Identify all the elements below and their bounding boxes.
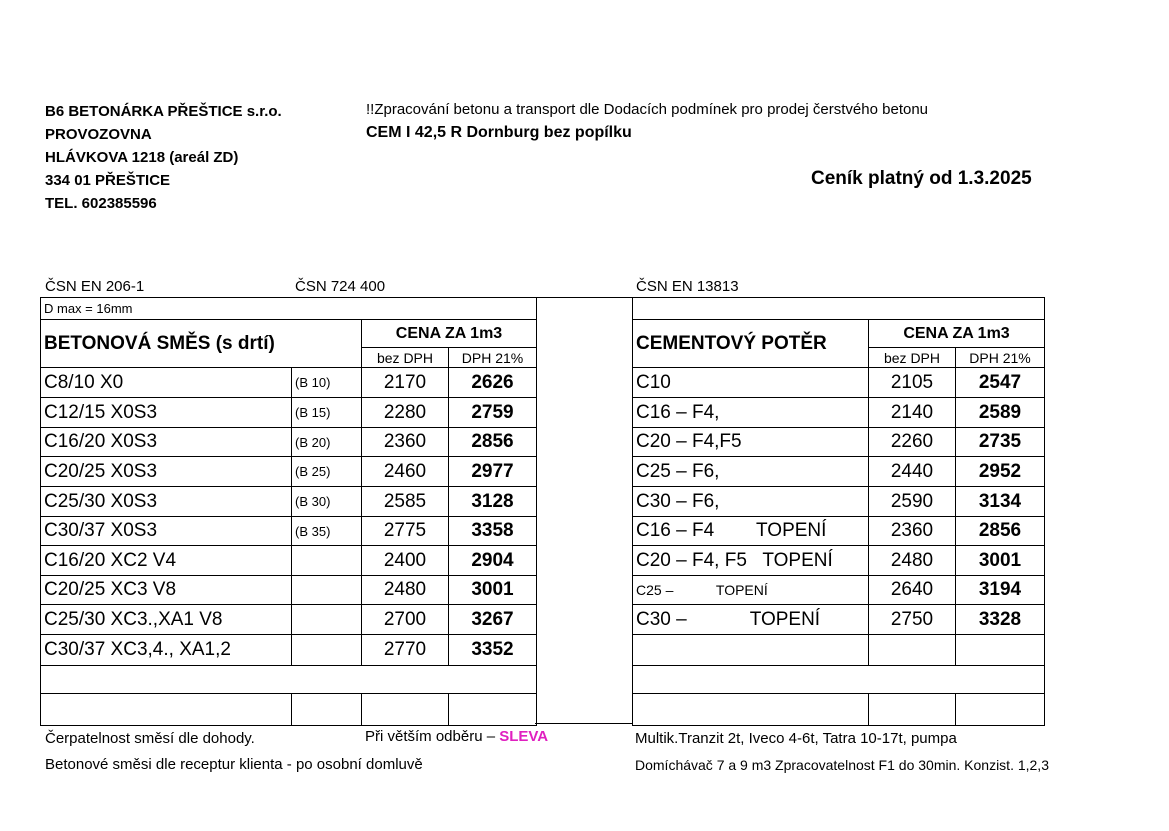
price-with-vat: 3267 (449, 605, 537, 635)
company-phone: TEL. 602385596 (45, 195, 157, 212)
screed-row (633, 487, 1045, 517)
concrete-mix-class: (B 25) (292, 457, 362, 487)
price-without-vat: 2105 (869, 368, 956, 398)
price-with-vat: 3194 (956, 576, 1045, 605)
screed-blank-row (633, 635, 1045, 666)
price-list-validity: Ceník platný od 1.3.2025 (811, 168, 1032, 189)
concrete-mix-class: (B 30) (292, 487, 362, 517)
price-with-vat: 2977 (449, 457, 537, 487)
price-without-vat: 2460 (362, 457, 449, 487)
concrete-row (41, 546, 537, 576)
screed-row (633, 428, 1045, 457)
screed-name: C20 – F4, F5 TOPENÍ (633, 546, 869, 576)
concrete-row (41, 487, 537, 517)
concrete-price-table (40, 297, 537, 726)
discount-word: SLEVA (499, 728, 549, 745)
concrete-mix-name: C30/37 XC3,4., XA1,2 (41, 635, 292, 666)
concrete-mix-name: C25/30 X0S3 (41, 487, 292, 517)
price-without-vat: 2260 (869, 428, 956, 457)
price-with-vat: 3328 (956, 605, 1045, 635)
screed-row (633, 605, 1045, 635)
concrete-mix-name: C30/37 X0S3 (41, 517, 292, 546)
price-without-vat: 2640 (869, 576, 956, 605)
price-with-vat: 3358 (449, 517, 537, 546)
blank-cell (956, 635, 1045, 666)
price-without-vat: 2360 (869, 517, 956, 546)
blank-cell (449, 694, 537, 726)
concrete-mix-class: (B 10) (292, 368, 362, 398)
footer-transport: Multik.Tranzit 2t, Iveco 4-6t, Tatra 10-17t, pumpa (635, 730, 957, 747)
price-with-vat: 3352 (449, 635, 537, 666)
price-without-vat: 2480 (362, 576, 449, 605)
concrete-mix-class (292, 546, 362, 576)
price-without-vat: 2750 (869, 605, 956, 635)
screed-name: C30 – F6, (633, 487, 869, 517)
concrete-mix-name: C16/20 XC2 V4 (41, 546, 292, 576)
footer-recipes: Betonové směsi dle receptur klienta - po osobní domluvě (45, 756, 423, 773)
price-without-vat: 2170 (362, 368, 449, 398)
blank-cell (869, 635, 956, 666)
standard-concrete: ČSN EN 206-1 (45, 278, 145, 295)
price-with-vat: 3001 (956, 546, 1045, 576)
screed-blank-row (633, 694, 1045, 726)
price-without-vat: 2400 (362, 546, 449, 576)
screed-top-blank (633, 298, 1045, 320)
blank-cell (41, 666, 537, 694)
footer-mixer: Domíchávač 7 a 9 m3 Zpracovatelnost F1 do 30min. Konzist. 1,2,3 (635, 757, 1049, 773)
screed-name: C16 – F4, (633, 398, 869, 428)
company-street: HLÁVKOVA 1218 (areál ZD) (45, 149, 239, 166)
screed-row (633, 517, 1045, 546)
price-with-vat: 3001 (449, 576, 537, 605)
screed-name: C25 – F6, (633, 457, 869, 487)
price-with-vat: 3128 (449, 487, 537, 517)
price-without-vat: 2585 (362, 487, 449, 517)
concrete-col-net: bez DPH (362, 348, 449, 368)
price-without-vat: 2770 (362, 635, 449, 666)
concrete-row (41, 398, 537, 428)
blank-cell (41, 694, 292, 726)
center-spacer (535, 297, 633, 724)
concrete-table-title: BETONOVÁ SMĚS (s drtí) (41, 320, 362, 368)
concrete-blank-row (41, 666, 537, 694)
price-with-vat: 2759 (449, 398, 537, 428)
price-without-vat: 2700 (362, 605, 449, 635)
screed-price-table (632, 297, 1045, 726)
blank-cell (362, 694, 449, 726)
screed-col-net: bez DPH (869, 348, 956, 368)
concrete-mix-class (292, 576, 362, 605)
screed-row (633, 368, 1045, 398)
screed-row (633, 398, 1045, 428)
company-name: B6 BETONÁRKA PŘEŠTICE s.r.o. (45, 103, 282, 120)
footer-discount (365, 728, 548, 745)
concrete-row (41, 428, 537, 457)
company-address-block (45, 100, 282, 215)
blank-cell (633, 694, 869, 726)
price-without-vat: 2775 (362, 517, 449, 546)
concrete-mix-name: C16/20 X0S3 (41, 428, 292, 457)
blank-cell (292, 694, 362, 726)
concrete-row (41, 635, 537, 666)
concrete-col-vat: DPH 21% (449, 348, 537, 368)
screed-name: C30 – TOPENÍ (633, 605, 869, 635)
standard-screed: ČSN EN 13813 (636, 278, 739, 295)
concrete-mix-class: (B 20) (292, 428, 362, 457)
discount-prefix: Při větším odběru – (365, 728, 500, 745)
screed-row (633, 457, 1045, 487)
dmax-label: D max = 16mm (41, 298, 537, 320)
price-with-vat: 2626 (449, 368, 537, 398)
concrete-row (41, 576, 537, 605)
price-without-vat: 2280 (362, 398, 449, 428)
cement-type: CEM I 42,5 R Dornburg bez popílku (366, 124, 632, 141)
price-with-vat: 2856 (956, 517, 1045, 546)
blank-cell (633, 666, 1045, 694)
concrete-blank-row (41, 694, 537, 726)
screed-price-header: CENA ZA 1m3 (869, 320, 1045, 348)
footer-pumpability: Čerpatelnost směsí dle dohody. (45, 730, 255, 747)
price-with-vat: 2735 (956, 428, 1045, 457)
standard-secondary: ČSN 724 400 (295, 278, 386, 295)
concrete-mix-class (292, 605, 362, 635)
blank-cell (869, 694, 956, 726)
screed-name: C20 – F4,F5 (633, 428, 869, 457)
concrete-mix-class: (B 15) (292, 398, 362, 428)
screed-name: C10 (633, 368, 869, 398)
screed-blank-row (633, 666, 1045, 694)
company-city: 334 01 PŘEŠTICE (45, 172, 171, 189)
concrete-mix-class (292, 635, 362, 666)
screed-name: C16 – F4 TOPENÍ (633, 517, 869, 546)
screed-row (633, 546, 1045, 576)
price-without-vat: 2440 (869, 457, 956, 487)
price-with-vat: 2856 (449, 428, 537, 457)
concrete-row (41, 457, 537, 487)
concrete-row (41, 517, 537, 546)
screed-row (633, 576, 1045, 605)
screed-table-title: CEMENTOVÝ POTĚR (633, 320, 869, 368)
price-with-vat: 2589 (956, 398, 1045, 428)
price-with-vat: 3134 (956, 487, 1045, 517)
intro-note: !!Zpracování betonu a transport dle Dodacích podmínek pro prodej čerstvého betonu (366, 101, 929, 118)
concrete-mix-name: C8/10 X0 (41, 368, 292, 398)
company-branch: PROVOZOVNA (45, 126, 152, 143)
price-without-vat: 2590 (869, 487, 956, 517)
concrete-mix-name: C20/25 XC3 V8 (41, 576, 292, 605)
price-without-vat: 2360 (362, 428, 449, 457)
concrete-price-header: CENA ZA 1m3 (362, 320, 537, 348)
concrete-row (41, 605, 537, 635)
blank-cell (633, 635, 869, 666)
blank-cell (956, 694, 1045, 726)
price-with-vat: 2904 (449, 546, 537, 576)
concrete-mix-name: C12/15 X0S3 (41, 398, 292, 428)
price-with-vat: 2547 (956, 368, 1045, 398)
screed-name: C25 – TOPENÍ (633, 576, 869, 605)
price-without-vat: 2480 (869, 546, 956, 576)
concrete-mix-name: C20/25 X0S3 (41, 457, 292, 487)
price-without-vat: 2140 (869, 398, 956, 428)
concrete-mix-class: (B 35) (292, 517, 362, 546)
price-with-vat: 2952 (956, 457, 1045, 487)
concrete-row (41, 368, 537, 398)
concrete-mix-name: C25/30 XC3.,XA1 V8 (41, 605, 292, 635)
screed-col-vat: DPH 21% (956, 348, 1045, 368)
